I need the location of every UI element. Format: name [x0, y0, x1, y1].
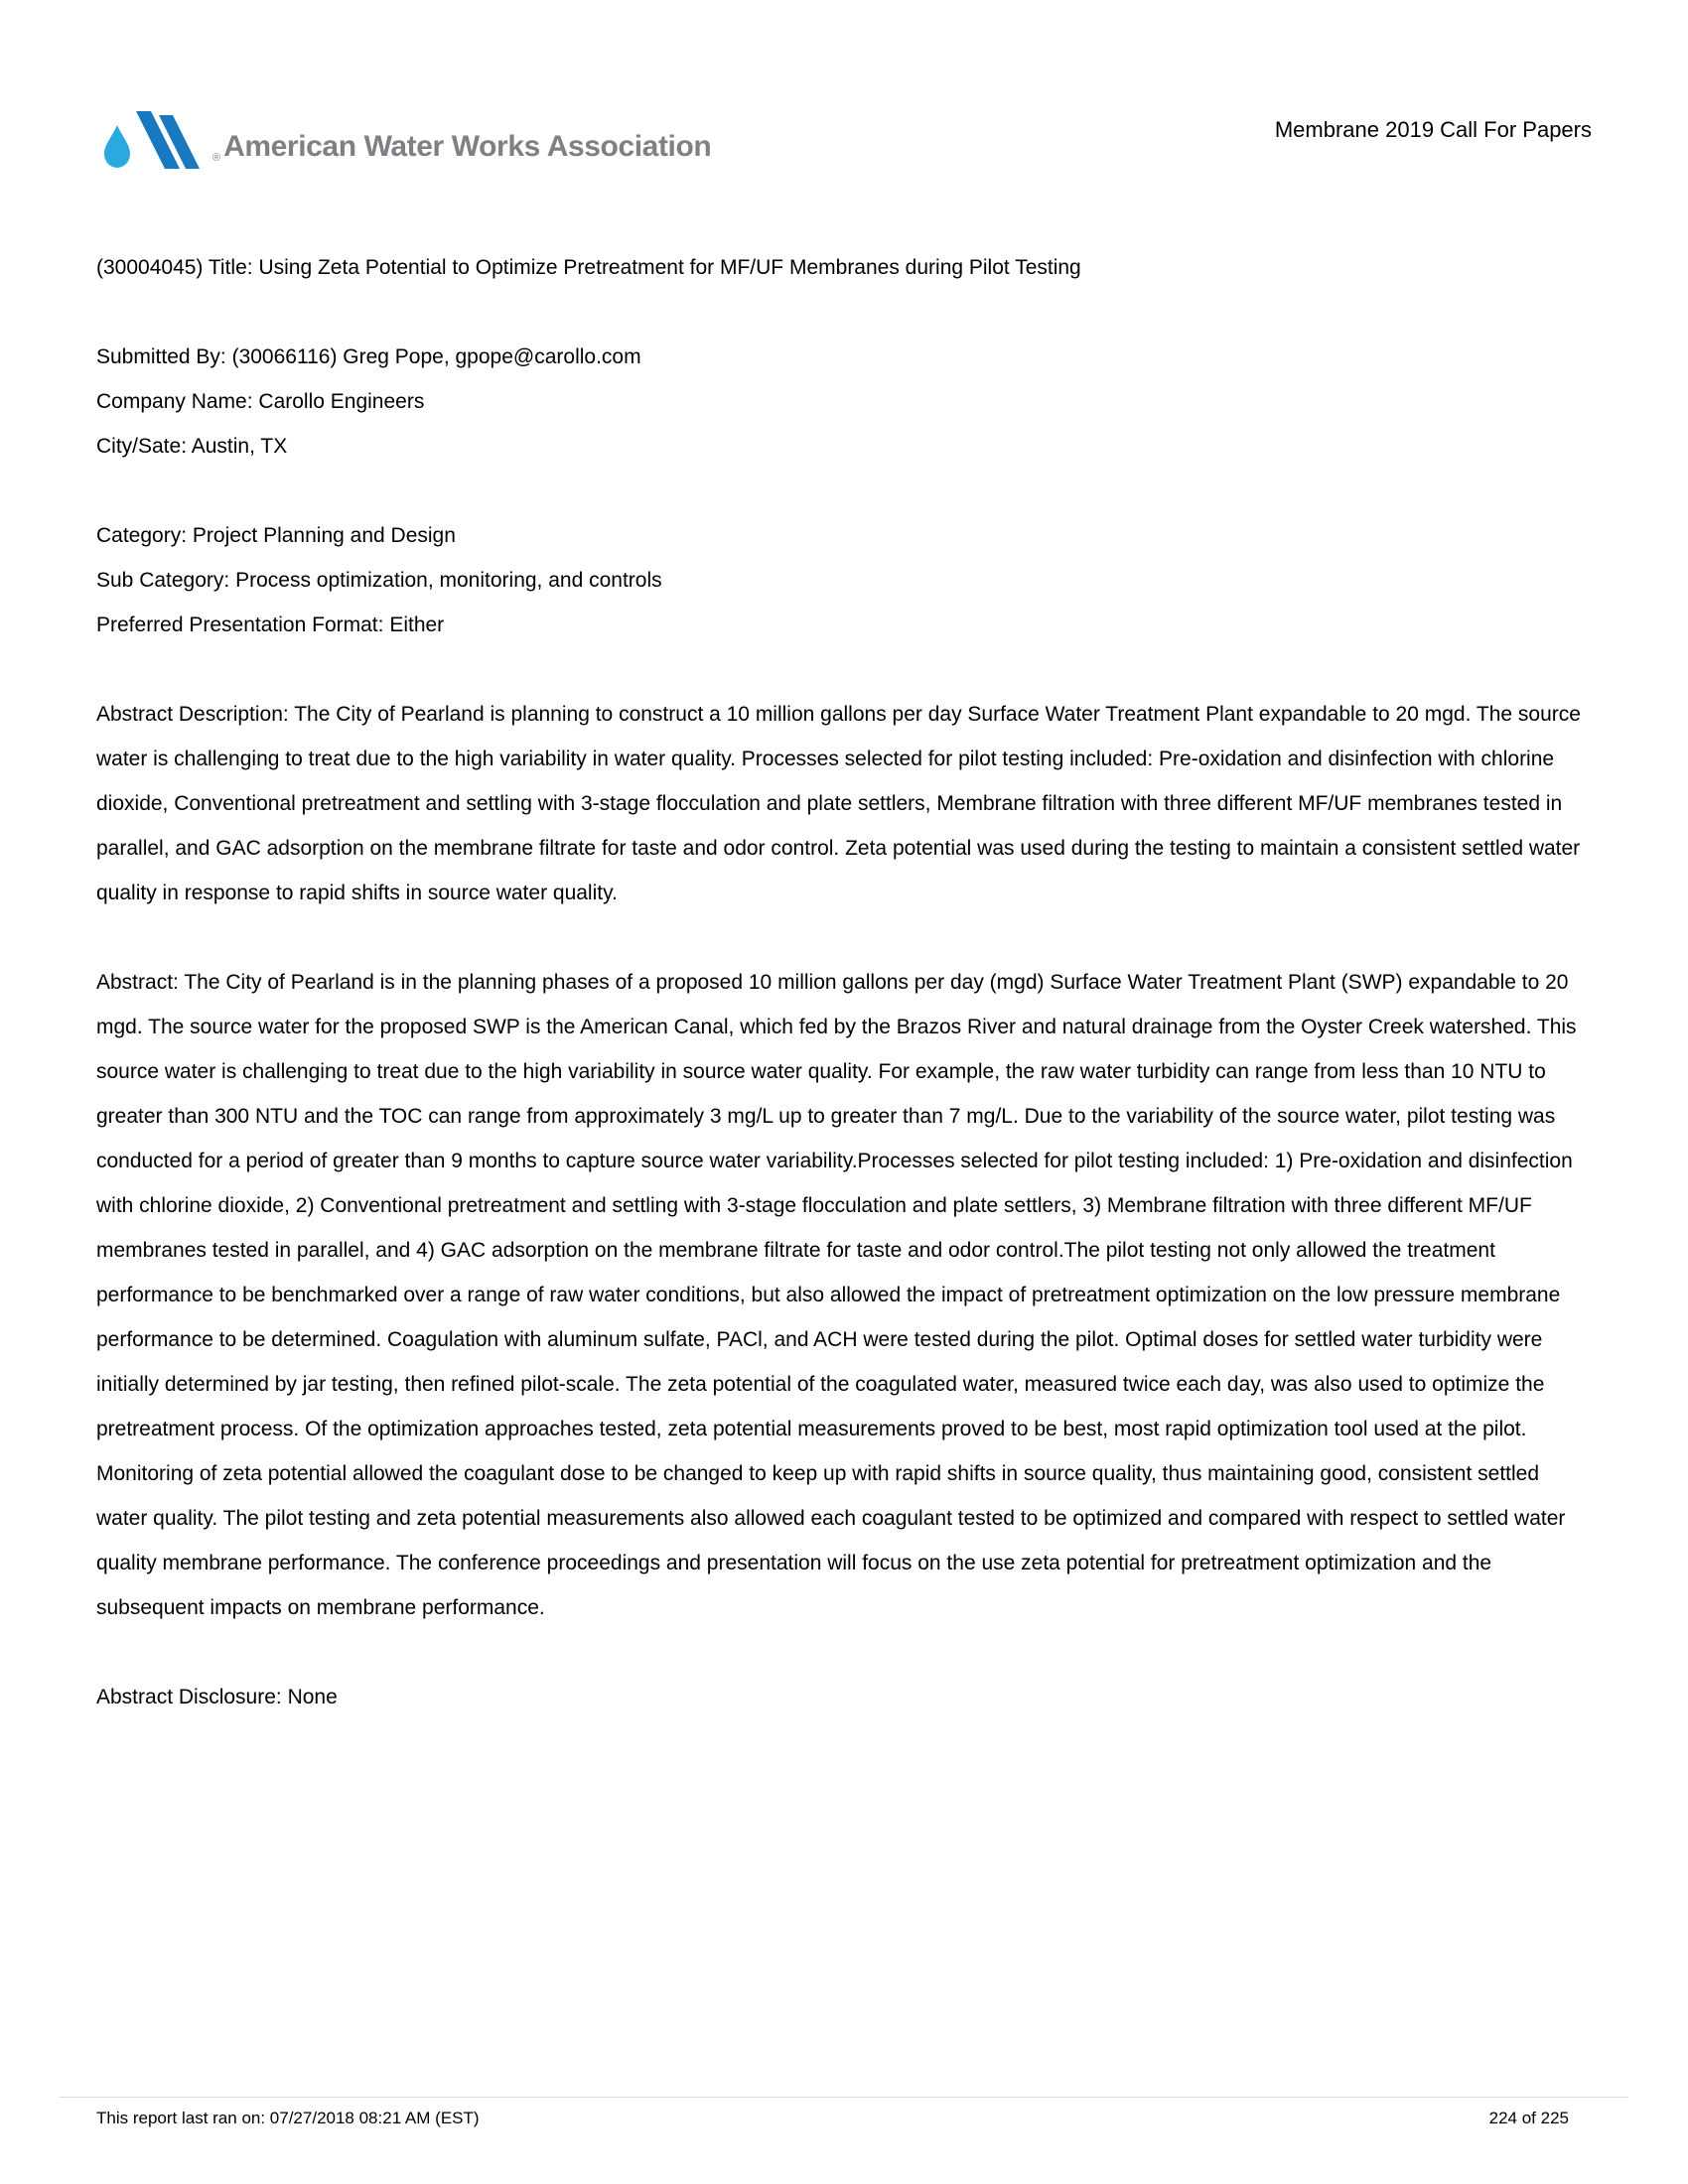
- abstract-disclosure-section: [96, 1675, 1592, 1719]
- abstract-disclosure-line: [96, 1675, 1592, 1719]
- abstract-title-value: Using Zeta Potential to Optimize Pretreatment for MF/UF Membranes during Pilot Testing: [258, 256, 1081, 279]
- submitted-by-value: (30066116) Greg Pope, gpope@carollo.com: [231, 345, 641, 368]
- abstract-description-text: The City of Pearland is planning to construct a 10 million gallons per day Surface Water Treatment Plant expandable to 20 mgd. The source water is challenging to treat due to the high variability in water quality. Processes selected for pilot testing included: Pre-oxidation and disinfection with chlorine dioxide, Conventional pretreatment and settling with 3-stage flocculation and plate settlers, Membrane filtration with three different MF/UF membranes tested in parallel, and GAC adsorption on the membrane filtrate for taste and odor control. Zeta potential was used during the testing to maintain a consistent settled water quality in response to rapid shifts in source water quality.: [96, 703, 1581, 904]
- abstract-title-label: (30004045) Title:: [96, 256, 253, 279]
- submitted-by-label: Submitted By:: [96, 345, 226, 368]
- abstract-description-label: Abstract Description:: [96, 703, 289, 726]
- report-title: Membrane 2019 Call For Papers: [1274, 117, 1592, 142]
- abstract-paragraph: [96, 960, 1592, 1630]
- page-footer: [60, 2097, 1628, 2128]
- city-state-label: City/Sate:: [96, 435, 188, 458]
- abstract-disclosure-value: None: [287, 1686, 338, 1708]
- city-state-line: [96, 424, 1592, 469]
- awwa-logo-mark-icon: [96, 111, 211, 169]
- sub-category-label: Sub Category:: [96, 569, 230, 592]
- company-name-label: Company Name:: [96, 390, 253, 413]
- presentation-format-line: [96, 603, 1592, 647]
- category-value: Project Planning and Design: [192, 524, 456, 547]
- submitted-by-line: [96, 335, 1592, 379]
- company-name-line: [96, 379, 1592, 424]
- page-number: 224 of 225: [1488, 2109, 1569, 2127]
- abstract-description-paragraph: [96, 692, 1592, 915]
- presentation-format-label: Preferred Presentation Format:: [96, 614, 384, 636]
- category-label: Category:: [96, 524, 188, 547]
- abstract-section: [96, 960, 1592, 1630]
- submitter-info-section: [96, 335, 1592, 469]
- report-run-timestamp: This report last ran on: 07/27/2018 08:21 AM (EST): [96, 2109, 480, 2127]
- sub-category-value: Process optimization, monitoring, and controls: [235, 569, 662, 592]
- presentation-format-value: Either: [389, 614, 445, 636]
- abstract-title-line: [96, 245, 1592, 290]
- abstract-disclosure-label: Abstract Disclosure:: [96, 1686, 282, 1708]
- abstract-text: The City of Pearland is in the planning phases of a proposed 10 million gallons per day (mgd) Surface Water Treatment Plant (SWP) expandable to 20 mgd. The source water for the proposed SWP is the American Canal, which fed by the Brazos River and natural drainage from the Oyster Creek watershed. This source water is challenging to treat due to the high variability in source water quality. For example, the raw water turbidity can range from less than 10 NTU to greater than 300 NTU and the TOC can range from approximately 3 mg/L up to greater than 7 mg/L. Due to the variability of the source water, pilot testing was conducted for a period of greater than 9 months to capture source water variability.Processes selected for pilot testing included: 1) Pre-oxidation and disinfection with chlorine dioxide, 2) Conventional pretreatment and settling with 3-stage flocculation and plate settlers, 3) Membrane filtration with three different MF/UF membranes tested in parallel, and 4) GAC adsorption on the membrane filtrate for taste and odor control.The pilot testing not only allowed the treatment performance to be benchmarked over a range of raw water conditions, but also allowed the impact of pretreatment optimization on the low pressure membrane performance to be determined. Coagulation with aluminum sulfate, PACl, and ACH were tested during the pilot. Optimal doses for settled water turbidity were initially determined by jar testing, then refined pilot-scale. The zeta potential of the coagulated water, measured twice each day, was also used to optimize the pretreatment process. Of the optimization approaches tested, zeta potential measurements proved to be best, most rapid optimization tool used at the pilot. Monitoring of zeta potential allowed the coagulant dose to be changed to keep up with rapid shifts in source quality, thus maintaining good, consistent settled water quality. The pilot testing and zeta potential measurements also allowed each coagulant tested to be optimized and compared with respect to settled water quality membrane performance. The conference proceedings and presentation will focus on the use zeta potential for pretreatment optimization and the subsequent impacts on membrane performance.: [96, 971, 1577, 1619]
- water-drop-icon: [104, 125, 130, 168]
- abstract-description-section: [96, 692, 1592, 915]
- company-name-value: Carollo Engineers: [258, 390, 425, 413]
- page-header: [96, 111, 1592, 171]
- sub-category-line: [96, 558, 1592, 603]
- logo-org-name: American Water Works Association: [223, 130, 712, 163]
- classification-section: [96, 513, 1592, 647]
- category-line: [96, 513, 1592, 558]
- registered-trademark: ®: [212, 152, 221, 164]
- awwa-logo: [96, 111, 711, 169]
- abstract-title-section: [96, 245, 1592, 290]
- abstract-label: Abstract:: [96, 971, 179, 994]
- city-state-value: Austin, TX: [191, 435, 288, 458]
